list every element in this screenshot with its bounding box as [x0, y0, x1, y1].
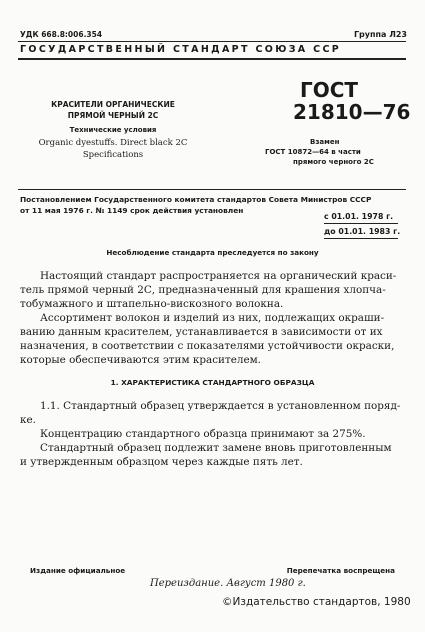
body-p1-line3: тобумажного и штапельно-вискозного волокна.: [20, 298, 284, 310]
instead-label: Взамен: [310, 138, 340, 146]
spec-title-en: Specifications: [82, 150, 144, 160]
standard-title: ГОСУДАРСТВЕННЫЙ СТАНДАРТ СОЮЗА ССР: [20, 44, 342, 55]
effective-date-to: до 01.01. 1983 г.: [324, 227, 401, 236]
product-name-en: Organic dyestuffs. Direct black 2C: [38, 138, 188, 148]
effective-date-from: с 01.01. 1978 г.: [324, 212, 394, 221]
body-p2-line1: Ассортимент волокон и изделий из них, подлежащих окраши-: [40, 312, 385, 324]
gost-label: ГОСТ: [300, 78, 359, 102]
group-code: Группа Л23: [353, 30, 407, 39]
section1-p1-line2: ке.: [20, 414, 36, 426]
reissue-note: Переиздание. Август 1980 г.: [150, 578, 306, 589]
decree-rule: [18, 189, 406, 190]
product-name-line1: КРАСИТЕЛИ ОРГАНИЧЕСКИЕ: [51, 100, 175, 109]
header-rule-bottom: [18, 58, 406, 60]
body-p2-line3: назначения, в соответствии с показателями устойчивости окраски,: [20, 340, 395, 352]
section1-p2-line1: Концентрацию стандартного образца принимают за 275%.: [40, 428, 366, 440]
section1-p3-line1: Стандартный образец подлежит замене вновь приготовленным: [40, 442, 392, 454]
body-p2-line4: которые обеспечиваются этим красителем.: [20, 354, 261, 366]
decree-line1: Постановлением Государственного комитета стандартов Совета Министров СССР: [20, 195, 372, 204]
footer-reprint-notice: Перепечатка воспрещена: [286, 566, 395, 575]
decree-line2: от 11 мая 1976 г. № 1149 срок действия установлен: [20, 206, 244, 215]
header-rule-top: [18, 41, 406, 42]
instead-gost: ГОСТ 10872—64 в части: [265, 148, 361, 156]
section-heading: 1. ХАРАКТЕРИСТИКА СТАНДАРТНОГО ОБРАЗЦА: [110, 378, 315, 387]
legal-warning: Несоблюдение стандарта преследуется по закону: [106, 248, 319, 257]
product-name-line2: ПРЯМОЙ ЧЕРНЫЙ 2С: [67, 111, 159, 120]
body-p1-line1: Настоящий стандарт распространяется на органический краси-: [40, 270, 397, 282]
body-p2-line2: ванию данным красителем, устанавливается в зависимости от их: [20, 326, 383, 338]
date-from-underline: [324, 223, 398, 224]
gost-number: 21810—76: [293, 100, 411, 124]
udk-code: УДК 668.8:006.354: [20, 30, 103, 39]
spec-title-ru: Технические условия: [69, 126, 157, 134]
date-to-underline: [324, 238, 398, 239]
instead-product: прямого черного 2С: [293, 158, 374, 166]
section1-p1-line1: 1.1. Стандартный образец утверждается в установленном поряд-: [40, 400, 401, 412]
section1-p3-line2: и утвержденным образцом через каждые пять лет.: [20, 456, 303, 468]
footer-official-edition: Издание официальное: [30, 566, 126, 575]
copyright: ©Издательство стандартов, 1980: [222, 596, 411, 608]
body-p1-line2: тель прямой черный 2С, предназначенный для крашения хлопча-: [20, 284, 386, 296]
